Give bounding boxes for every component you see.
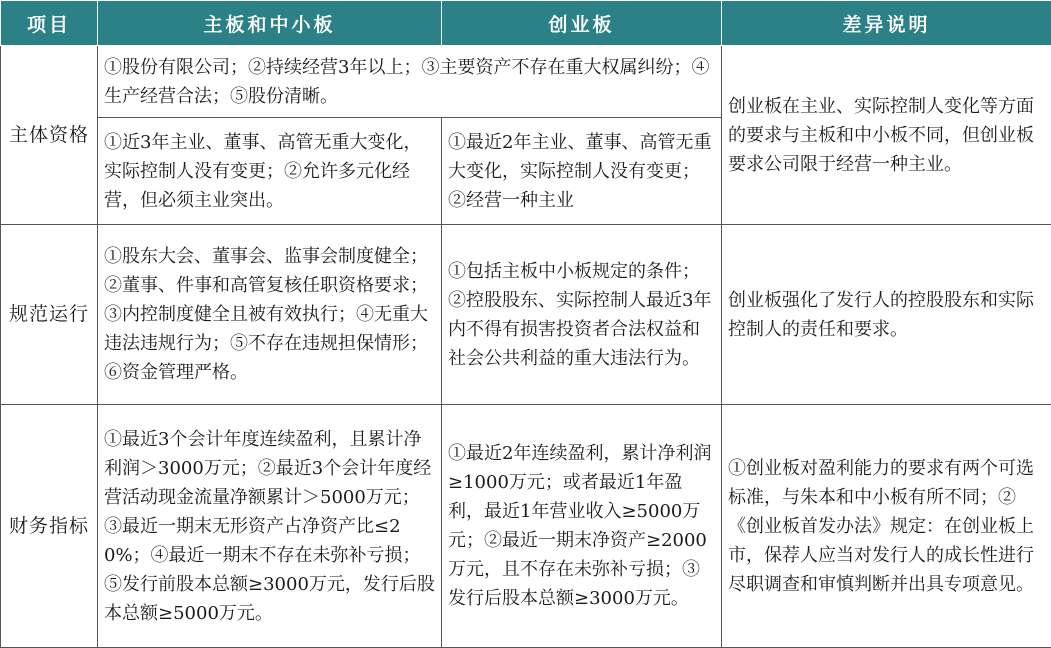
cell-qualification-common: ①股份有限公司；②持续经营3年以上；③主要资产不存在重大权属纠纷；④生产经营合法；⑤股份清晰。 (98, 46, 722, 118)
cell-finance-main-board: ①最近3个会计年度连续盈利，且累计净利润＞3000万元；②最近3个会计年度经营活动现金流量净额累计＞5000万元；③最近一期末无形资产占净资产比≤20%；④最近一期末不存在未弥补亏损；⑤发行前股本总额≥3000万元，发行后股本总额≥5000万元。 (98, 405, 442, 648)
table-row-operation (1, 225, 1051, 405)
row-label-operation: 规范运行 (1, 225, 98, 405)
cell-operation-main-board: ①股东大会、董事会、监事会制度健全；②董事、件事和高管复核任职资格要求；③内控制度健全且被有效执行；④无重大违法违规行为；⑤不存在违规担保情形；⑥资金管理严格。 (98, 225, 442, 405)
cell-finance-chinext: ①最近2年连续盈利，累计净利润≥1000万元；或者最近1年盈利，最近1年营业收入≥5000万元；②最近一期末净资产≥2000万元，且不存在未弥补亏损；③发行后股本总额≥3000万元。 (442, 405, 722, 648)
table-row-finance (1, 405, 1051, 648)
row-label-qualification: 主体资格 (1, 46, 98, 225)
header-item: 项目 (1, 1, 98, 46)
cell-qualification-difference: 创业板在主业、实际控制人变化等方面的要求与主板和中小板不同，但创业板要求公司限于经营一种主业。 (722, 46, 1051, 225)
header-difference: 差异说明 (722, 1, 1051, 46)
header-main-board: 主板和中小板 (98, 1, 442, 46)
cell-operation-chinext: ①包括主板中小板规定的条件；②控股股东、实际控制人最近3年内不得有损害投资者合法权益和社会公共利益的重大违法行为。 (442, 225, 722, 405)
header-row (1, 1, 1051, 46)
cell-qualification-main-board: ①近3年主业、董事、高管无重大变化，实际控制人没有变更；②允许多元化经营，但必须主业突出。 (98, 118, 442, 225)
cell-operation-difference: 创业板强化了发行人的控股股东和实际控制人的责任和要求。 (722, 225, 1051, 405)
header-chinext: 创业板 (442, 1, 722, 46)
cell-qualification-chinext: ①最近2年主业、董事、高管无重大变化，实际控制人没有变更；②经营一种主业 (442, 118, 722, 225)
table-row-qualification-common (1, 46, 1051, 118)
cell-finance-difference: ①创业板对盈利能力的要求有两个可选标准，与朱本和中小板有所不同；②《创业板首发办法》规定：在创业板上市，保荐人应当对发行人的成长性进行尽职调查和审慎判断并出具专项意见。 (722, 405, 1051, 648)
row-label-finance: 财务指标 (1, 405, 98, 648)
